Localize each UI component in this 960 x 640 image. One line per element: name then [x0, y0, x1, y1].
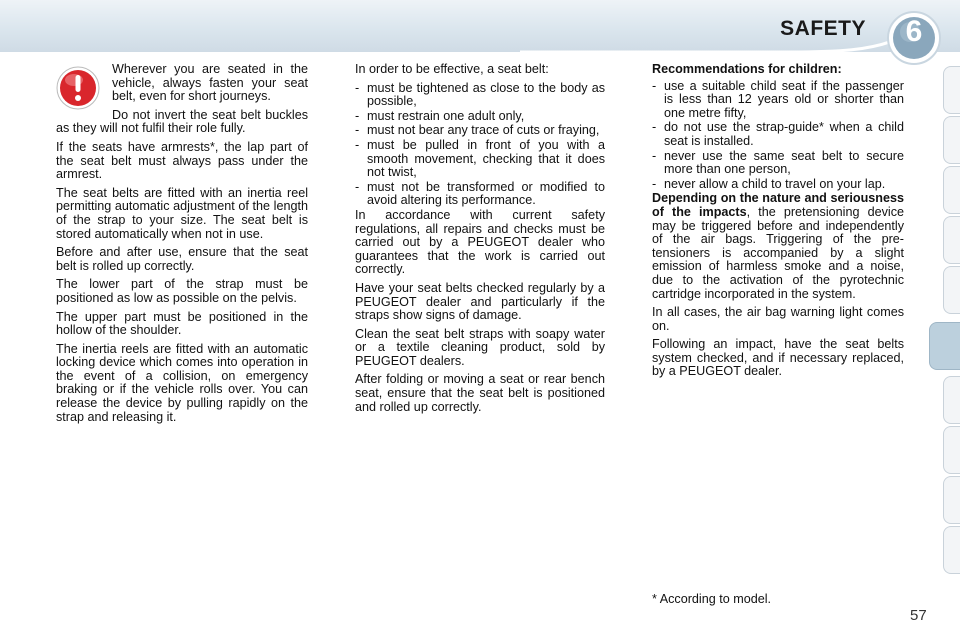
list-item: - never use the same seat belt to secure more than one person,	[652, 150, 904, 177]
pretensioner-paragraph	[652, 192, 904, 301]
list-item: - must not bear any trace of cuts or fraying,	[355, 124, 605, 138]
paragraph: If the seats have armrests*, the lap part of the seat belt must always pass under the armrest.	[56, 139, 308, 182]
paragraph: In order to be effective, a seat belt:	[355, 62, 549, 76]
list-item: - must not be transformed or modified to avoid altering its performance.	[355, 181, 605, 208]
chapter-number: 6	[905, 15, 923, 48]
list-item: - must be tightened as close to the body as possible,	[355, 82, 605, 109]
paragraph: The seat belts are fitted with an inertia reel permitting automatic adjustment of the length of the strap to your size. The seat belt is stored automatically when not in use.	[56, 185, 308, 241]
paragraph: The upper part must be positioned in the hollow of the shoulder.	[56, 309, 308, 338]
chapter-tab[interactable]	[943, 526, 960, 574]
paragraph: Following an impact, have the seat belts system checked, and if necessary replaced, by a PEUGEOT dealer.	[652, 337, 904, 379]
footnote: * According to model.	[652, 592, 772, 606]
warning-text: Wherever you are seated in the vehicle, always fasten your seat belt, even for short journeys.	[112, 62, 308, 104]
children-heading: Recommendations for children:	[652, 62, 842, 76]
chapter-tab[interactable]	[943, 266, 960, 314]
pretensioner-bold: Depending on the nature and seriousness of the impacts	[652, 191, 904, 219]
column-2	[355, 63, 605, 419]
warning-text: Do not invert the seat belt buckles as they will not fulfil their role fully.	[56, 107, 308, 136]
pretensioner-text: , the pretensioning device may be triggered before and independently of the air bags. Triggering of the pre-tensioners is accompanied by a slight emission of harmless smoke and a noise, due to the activation of the pyrotechnic cartridge incorporated in the system.	[652, 204, 904, 301]
chapter-tabs	[940, 66, 960, 574]
column-1	[56, 63, 308, 429]
paragraph: Before and after use, ensure that the seat belt is rolled up correctly.	[56, 245, 308, 273]
chapter-tab[interactable]	[943, 476, 960, 524]
paragraph: In all cases, the air bag warning light comes on.	[652, 305, 904, 333]
page-number: 57	[910, 607, 927, 624]
paragraph: The lower part of the strap must be positioned as low as possible on the pelvis.	[56, 277, 308, 305]
list-item: - must restrain one adult only,	[355, 110, 605, 124]
chapter-tab[interactable]	[943, 216, 960, 264]
chapter-tab-active[interactable]	[929, 322, 960, 370]
seat-belt-requirements-list	[355, 82, 605, 208]
chapter-tab[interactable]	[943, 116, 960, 164]
children-recommendations-list	[652, 80, 904, 192]
paragraph: Have your seat belts checked regularly by a PEUGEOT dealer and particularly if the straps show signs of damage.	[355, 280, 605, 323]
paragraph: Clean the seat belt straps with soapy water or a textile cleaning product, sold by PEUGEOT dealers.	[355, 326, 605, 368]
column-3	[652, 63, 904, 384]
paragraph: The inertia reels are fitted with an automatic locking device which comes into operation in the event of a collision, on emergency braking or if the vehicle rolls over. You can release the device by pulling rapidly on the strap and releasing it.	[56, 341, 308, 424]
chapter-tab[interactable]	[943, 426, 960, 474]
chapter-tab[interactable]	[943, 66, 960, 114]
chapter-tab[interactable]	[943, 376, 960, 424]
section-title: SAFETY	[780, 17, 866, 40]
list-item: - use a suitable child seat if the passenger is less than 12 years old or shorter than one metre fifty,	[652, 80, 904, 121]
list-item: - must be pulled in front of you with a smooth movement, checking that it does not twist,	[355, 139, 605, 180]
list-item: - never allow a child to travel on your lap.	[652, 178, 904, 192]
paragraph: After folding or moving a seat or rear bench seat, ensure that the seat belt is positioned and rolled up correctly.	[355, 372, 605, 414]
chapter-tab[interactable]	[943, 166, 960, 214]
paragraph: In accordance with current safety regulations, all repairs and checks must be carried out by a PEUGEOT dealer who guarantees that the work is carried out correctly.	[355, 207, 605, 277]
list-item: - do not use the strap-guide* when a child seat is installed.	[652, 121, 904, 148]
